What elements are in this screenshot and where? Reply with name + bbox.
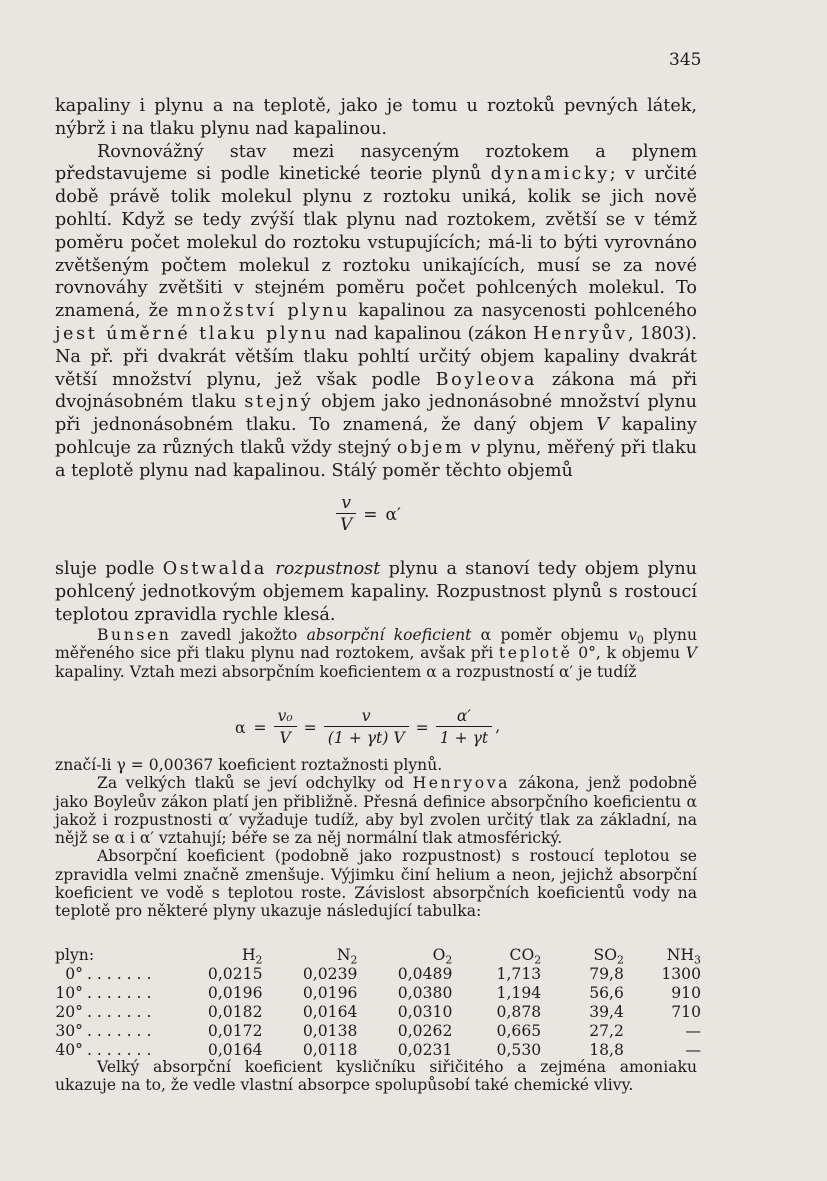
paragraph-8: Velký absorpční koeficient kysličníku siřičitého a zejména amoniaku ukazuje na to, že vedle vlastní absorpce spolupůsobí také chemické vlivy. <box>55 1058 697 1095</box>
formula-absorpcni-koeficient: α = $\frac{\text{v₀}}{V}$ = $\frac{v}{(1 + \gamma t) V}$ = $\frac{\alpha'}{1 + \gamma t}$ , <box>235 707 501 747</box>
row-dots: . . . . . . . <box>86 1040 152 1059</box>
header-gas-so2: $SO_2$ <box>593 945 624 966</box>
cell-o2: 0,0489 <box>397 964 453 983</box>
table-row <box>55 1021 701 1040</box>
cell-co2: 0,665 <box>496 1021 542 1040</box>
cell-so2: 79,8 <box>589 964 624 983</box>
fraction-v-over-V: $\frac{v}{V}$ <box>336 493 356 536</box>
cell-h2: 0,0164 <box>207 1040 263 1059</box>
cell-co2: 1,194 <box>496 983 542 1002</box>
cell-so2: 39,4 <box>589 1002 624 1021</box>
cell-n2: 0,0164 <box>302 1002 358 1021</box>
header-gas-co2: $CO_2$ <box>509 945 542 966</box>
fraction-v0-over-V: $\frac{\text{v₀}}{V}$ <box>274 706 297 749</box>
paragraph-7: Absorpční koeficient (podobně jako rozpustnost) s rostoucí teplotou se zpravidla velmi značně zmenšuje. Výjimku činí helium a neon, jejichž absorpční koeficient ve vodě s teplotou roste. Závislost absorpčních koeficientů vody na teplotě pro některé plyny ukazuje následující tabulka: <box>55 847 697 921</box>
cell-o2: 0,0262 <box>397 1021 453 1040</box>
table-header-row <box>55 945 701 964</box>
cell-h2: 0,0196 <box>207 983 263 1002</box>
paragraph-3: sluje podle Ostwalda rozpustnost plynu a stanoví tedy objem plynu pohlcený jednotkovým objemem kapaliny. Rozpustnost plynů s rostoucí teplotou zpravidla rychle klesá. <box>55 559 697 625</box>
paragraph-6: Za velkých tlaků se jeví odchylky od Henryova zákona, jenž podobně jako Boyleův zákon platí jen přibližně. Přesná definice absorpčního koeficientu α jakož i rozpustnosti α′ vyžaduje tudíž, aby byl zvolen určitý tlak za základní, na nějž se α i α′ vztahují; béře se za něj normální tlak atmosférický. <box>55 774 697 848</box>
formula-rozpustnost: $\frac{v}{V}$ = α′ <box>333 493 405 536</box>
lower-text-block <box>55 756 697 921</box>
cell-o2: 0,0310 <box>397 1002 453 1021</box>
cell-h2: 0,0215 <box>207 964 263 983</box>
row-temperature: 20° <box>55 1002 83 1021</box>
cell-nh3: 1300 <box>661 964 701 983</box>
table-row <box>55 1040 701 1059</box>
cell-so2: 27,2 <box>589 1021 624 1040</box>
cell-n2: 0,0118 <box>302 1040 358 1059</box>
paragraph-2: Rovnovážný stav mezi nasyceným roztokem a plynem představujeme si podle kinetické teorie plynů dynamicky; v určité době právě tolik molekul plynu z roztoku uniká, kolik se jich nově pohltí. Když se tedy zvýší tlak plynu nad roztokem, zvětší se v témž poměru počet molekul do roztoku vstupujících; má-li to býti vyrovnáno zvětšeným počtem molekul z roztoku unikajících, musí se za nové rovnováhy zvětšiti v stejném poměru počet pohlcených molekul. To znamená, že množství plynu kapalinou za nasycenosti pohlceného jest úměrné tlaku plynu nad kapalinou (zákon Henryův, 1803). Na př. při dvakrát větším tlaku pohltí určitý objem kapaliny dvakrát větší množství plynu, jež však podle Boyleova zákona má při dvojnásobném tlaku stejný objem jako jednonásobné množství plynu při jednonásobném tlaku. To znamená, že daný objem V kapaliny pohlcuje za různých tlaků vždy stejný objem v plynu, měřený při tlaku a teplotě plynu nad kapalinou. Stálý poměr těchto objemů <box>55 141 697 481</box>
absorption-coefficient-table <box>55 945 701 1059</box>
main-text-block <box>55 95 697 483</box>
cell-n2: 0,0196 <box>302 983 358 1002</box>
cell-co2: 1,713 <box>496 964 542 983</box>
cell-so2: 18,8 <box>589 1040 624 1059</box>
row-temperature: 30° <box>55 1021 83 1040</box>
table-header-label: plyn: <box>55 945 95 964</box>
cell-o2: 0,0231 <box>397 1040 453 1059</box>
row-dots: . . . . . . . <box>86 1021 152 1040</box>
cell-nh3: — <box>685 1021 701 1040</box>
table-row <box>55 983 701 1002</box>
cell-nh3: — <box>685 1040 701 1059</box>
cell-so2: 56,6 <box>589 983 624 1002</box>
row-temperature: 0° <box>65 964 83 983</box>
row-temperature: 10° <box>55 983 83 1002</box>
paragraph-4: Bunsen zavedl jakožto absorpční koeficient α poměr objemu $v_0$ plynu měřeného sice při tlaku plynu nad roztokem, avšak při teplotě 0°, k objemu V kapaliny. Vztah mezi absorpčním koeficientem α a rozpustností α′ je tudíž <box>55 626 698 681</box>
cell-h2: 0,0172 <box>207 1021 263 1040</box>
table-row <box>55 964 701 983</box>
cell-n2: 0,0239 <box>302 964 358 983</box>
table-row <box>55 1002 701 1021</box>
header-gas-nh3: $NH_3$ <box>666 945 701 966</box>
page-number: 345 <box>669 50 702 70</box>
row-dots: . . . . . . . <box>86 1002 152 1021</box>
fraction-alpha-over-expansion: $\frac{\alpha'}{1 + \gamma t}$ <box>436 706 493 749</box>
cell-nh3: 710 <box>671 1002 701 1021</box>
cell-o2: 0,0380 <box>397 983 453 1002</box>
header-gas-n2: $N_2$ <box>336 945 358 966</box>
paragraph-5: značí-li γ = 0,00367 koeficient roztažnosti plynů. <box>55 756 443 774</box>
row-dots: . . . . . . . <box>86 983 152 1002</box>
cell-h2: 0,0182 <box>207 1002 263 1021</box>
cell-co2: 0,878 <box>496 1002 542 1021</box>
ostwald-paragraph-block <box>55 558 697 626</box>
cell-nh3: 910 <box>671 983 701 1002</box>
row-temperature: 40° <box>55 1040 83 1059</box>
bunsen-paragraph-block <box>55 626 697 681</box>
cell-co2: 0,530 <box>496 1040 542 1059</box>
header-gas-h2: $H_2$ <box>241 945 263 966</box>
row-dots: . . . . . . . <box>86 964 152 983</box>
closing-paragraph-block <box>55 1058 697 1095</box>
cell-n2: 0,0138 <box>302 1021 358 1040</box>
paragraph-1: kapaliny i plynu a na teplotě, jako je tomu u roztoků pevných látek, nýbrž i na tlaku plynu nad kapalinou. <box>55 96 697 139</box>
header-gas-o2: $O_2$ <box>432 945 453 966</box>
fraction-v-over-expanded-V: $\frac{v}{(1 + \gamma t) V}$ <box>324 706 409 749</box>
